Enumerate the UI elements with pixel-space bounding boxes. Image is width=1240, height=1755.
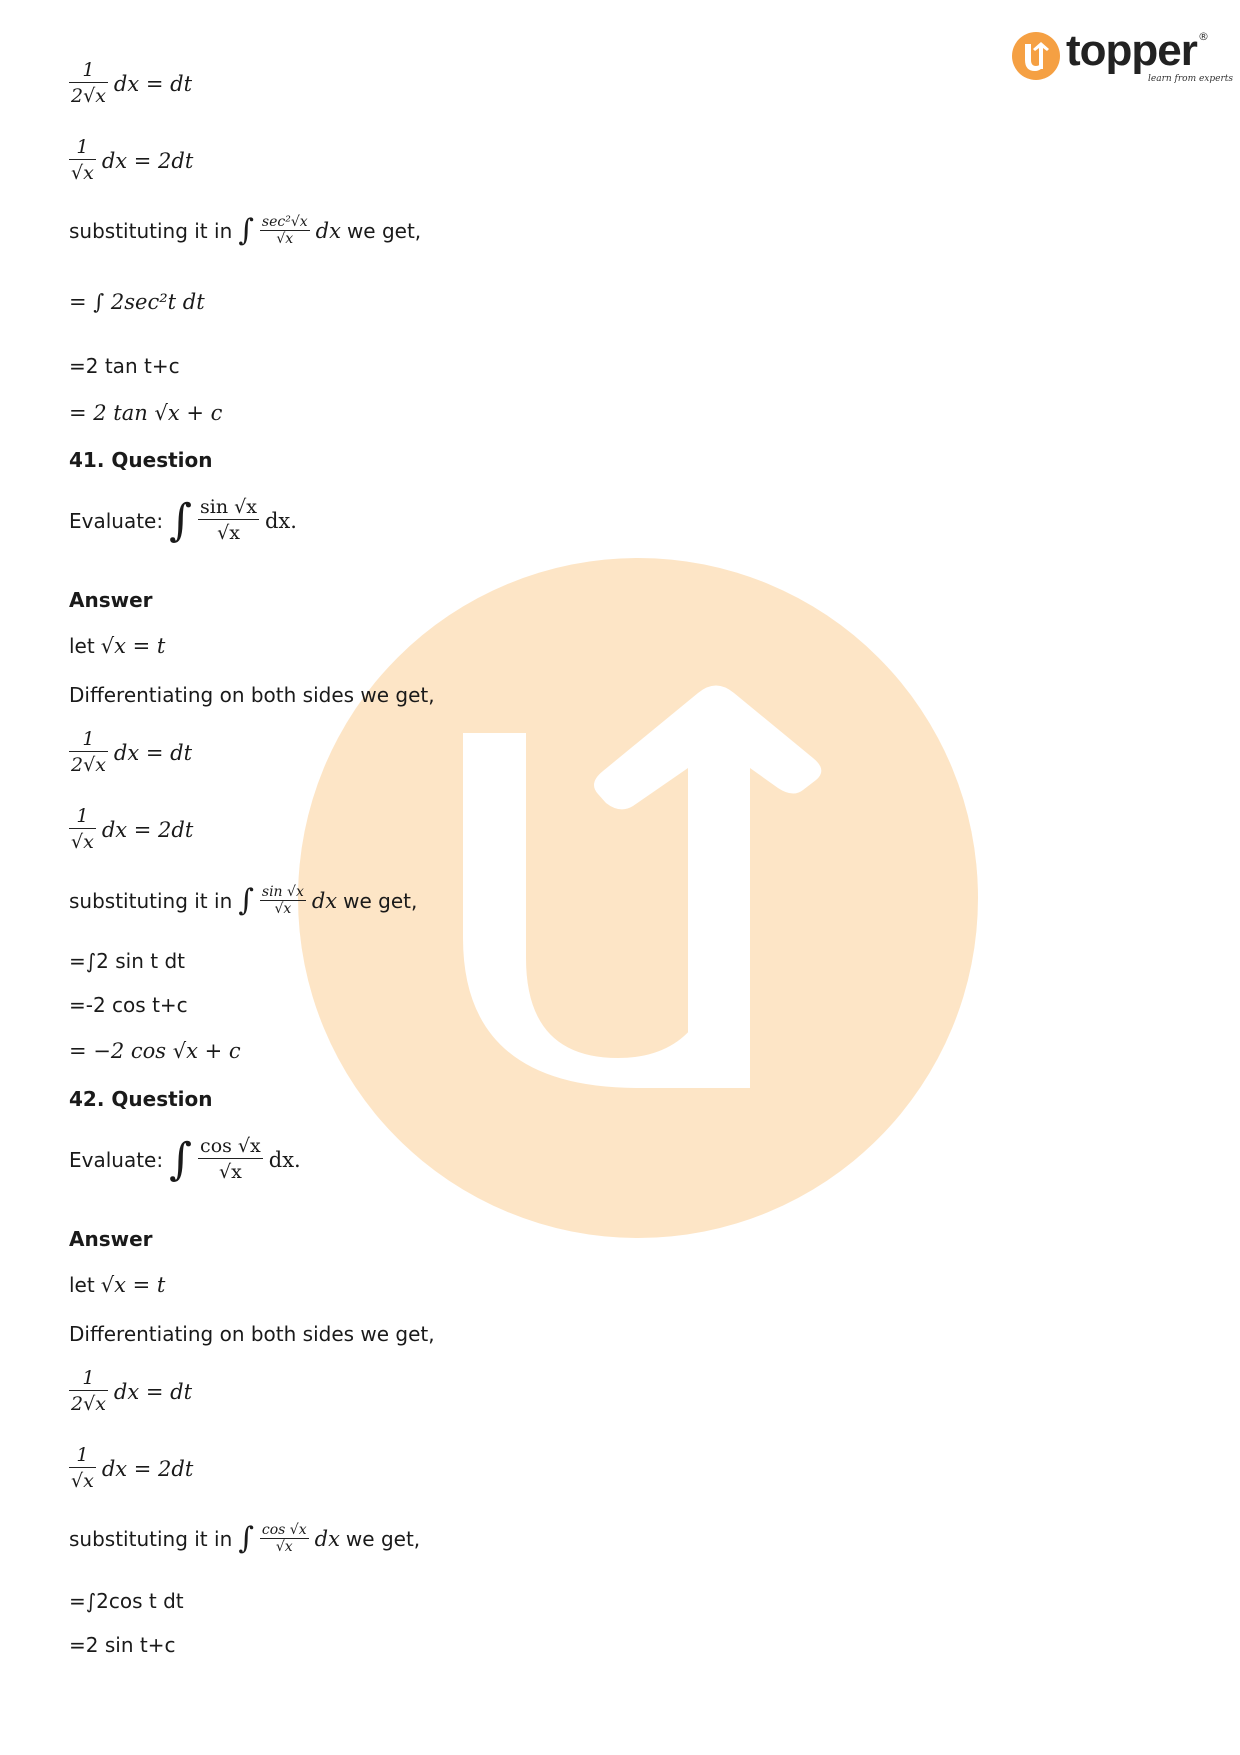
q41-substitution-line: substituting it in ∫ $\frac{\sin √x}{√x}$ dx we get, xyxy=(69,882,418,918)
equation-1: $\frac{1}{2√x}$ dx = dt xyxy=(71,59,193,107)
q42-equation-2: $\frac{1}{√x}$ dx = 2dt xyxy=(71,1444,194,1492)
q41-result-line-2: =-2 cos t+c xyxy=(69,993,188,1017)
q42-substitution-line: substituting it in ∫ $\frac{\cos √x}{√x}$ dx we get, xyxy=(69,1520,421,1556)
answer-41-heading: Answer xyxy=(69,588,153,612)
result-line-1: =2 tan t+c xyxy=(69,354,180,378)
result-line-2: = 2 tan √x + c xyxy=(69,401,223,425)
q42-equation-1: $\frac{1}{2√x}$ dx = dt xyxy=(71,1367,193,1415)
q42-result-line-1: =∫2cos t dt xyxy=(69,1589,184,1613)
differentiating-line-42: Differentiating on both sides we get, xyxy=(69,1322,435,1346)
logo-registered-mark: ® xyxy=(1198,30,1209,43)
question-42-heading: 42. Question xyxy=(69,1087,213,1111)
let-line-42: let √x = t xyxy=(69,1273,166,1297)
q41-equation-2: $\frac{1}{√x}$ dx = 2dt xyxy=(71,805,194,853)
question-41-prompt: Evaluate: ∫ $\frac{\sin √x}{√x}$ dx. xyxy=(69,494,297,546)
equation-2: $\frac{1}{√x}$ dx = 2dt xyxy=(71,136,194,184)
q41-result-line-3: = −2 cos √x + c xyxy=(69,1039,241,1063)
logo-tagline: learn from experts xyxy=(1148,74,1234,84)
q41-equation-1: $\frac{1}{2√x}$ dx = dt xyxy=(71,728,193,776)
let-line-41: let √x = t xyxy=(69,634,166,658)
q41-result-line-1: =∫2 sin t dt xyxy=(69,949,186,973)
q42-result-line-2: =2 sin t+c xyxy=(69,1633,176,1657)
logo-text: topper xyxy=(1066,26,1197,75)
integral-line: = ∫ 2sec²t dt xyxy=(69,290,205,314)
question-41-heading: 41. Question xyxy=(69,448,213,472)
topper-logo-icon xyxy=(1012,32,1060,80)
question-42-prompt: Evaluate: ∫ $\frac{\cos √x}{√x}$ dx. xyxy=(69,1133,301,1185)
differentiating-line-41: Differentiating on both sides we get, xyxy=(69,683,435,707)
topper-logo xyxy=(1012,26,1234,90)
answer-42-heading: Answer xyxy=(69,1227,153,1251)
substitution-line: substituting it in ∫ $\frac{\text{sec²√x}}{√x}$ dx we get, xyxy=(69,212,422,248)
